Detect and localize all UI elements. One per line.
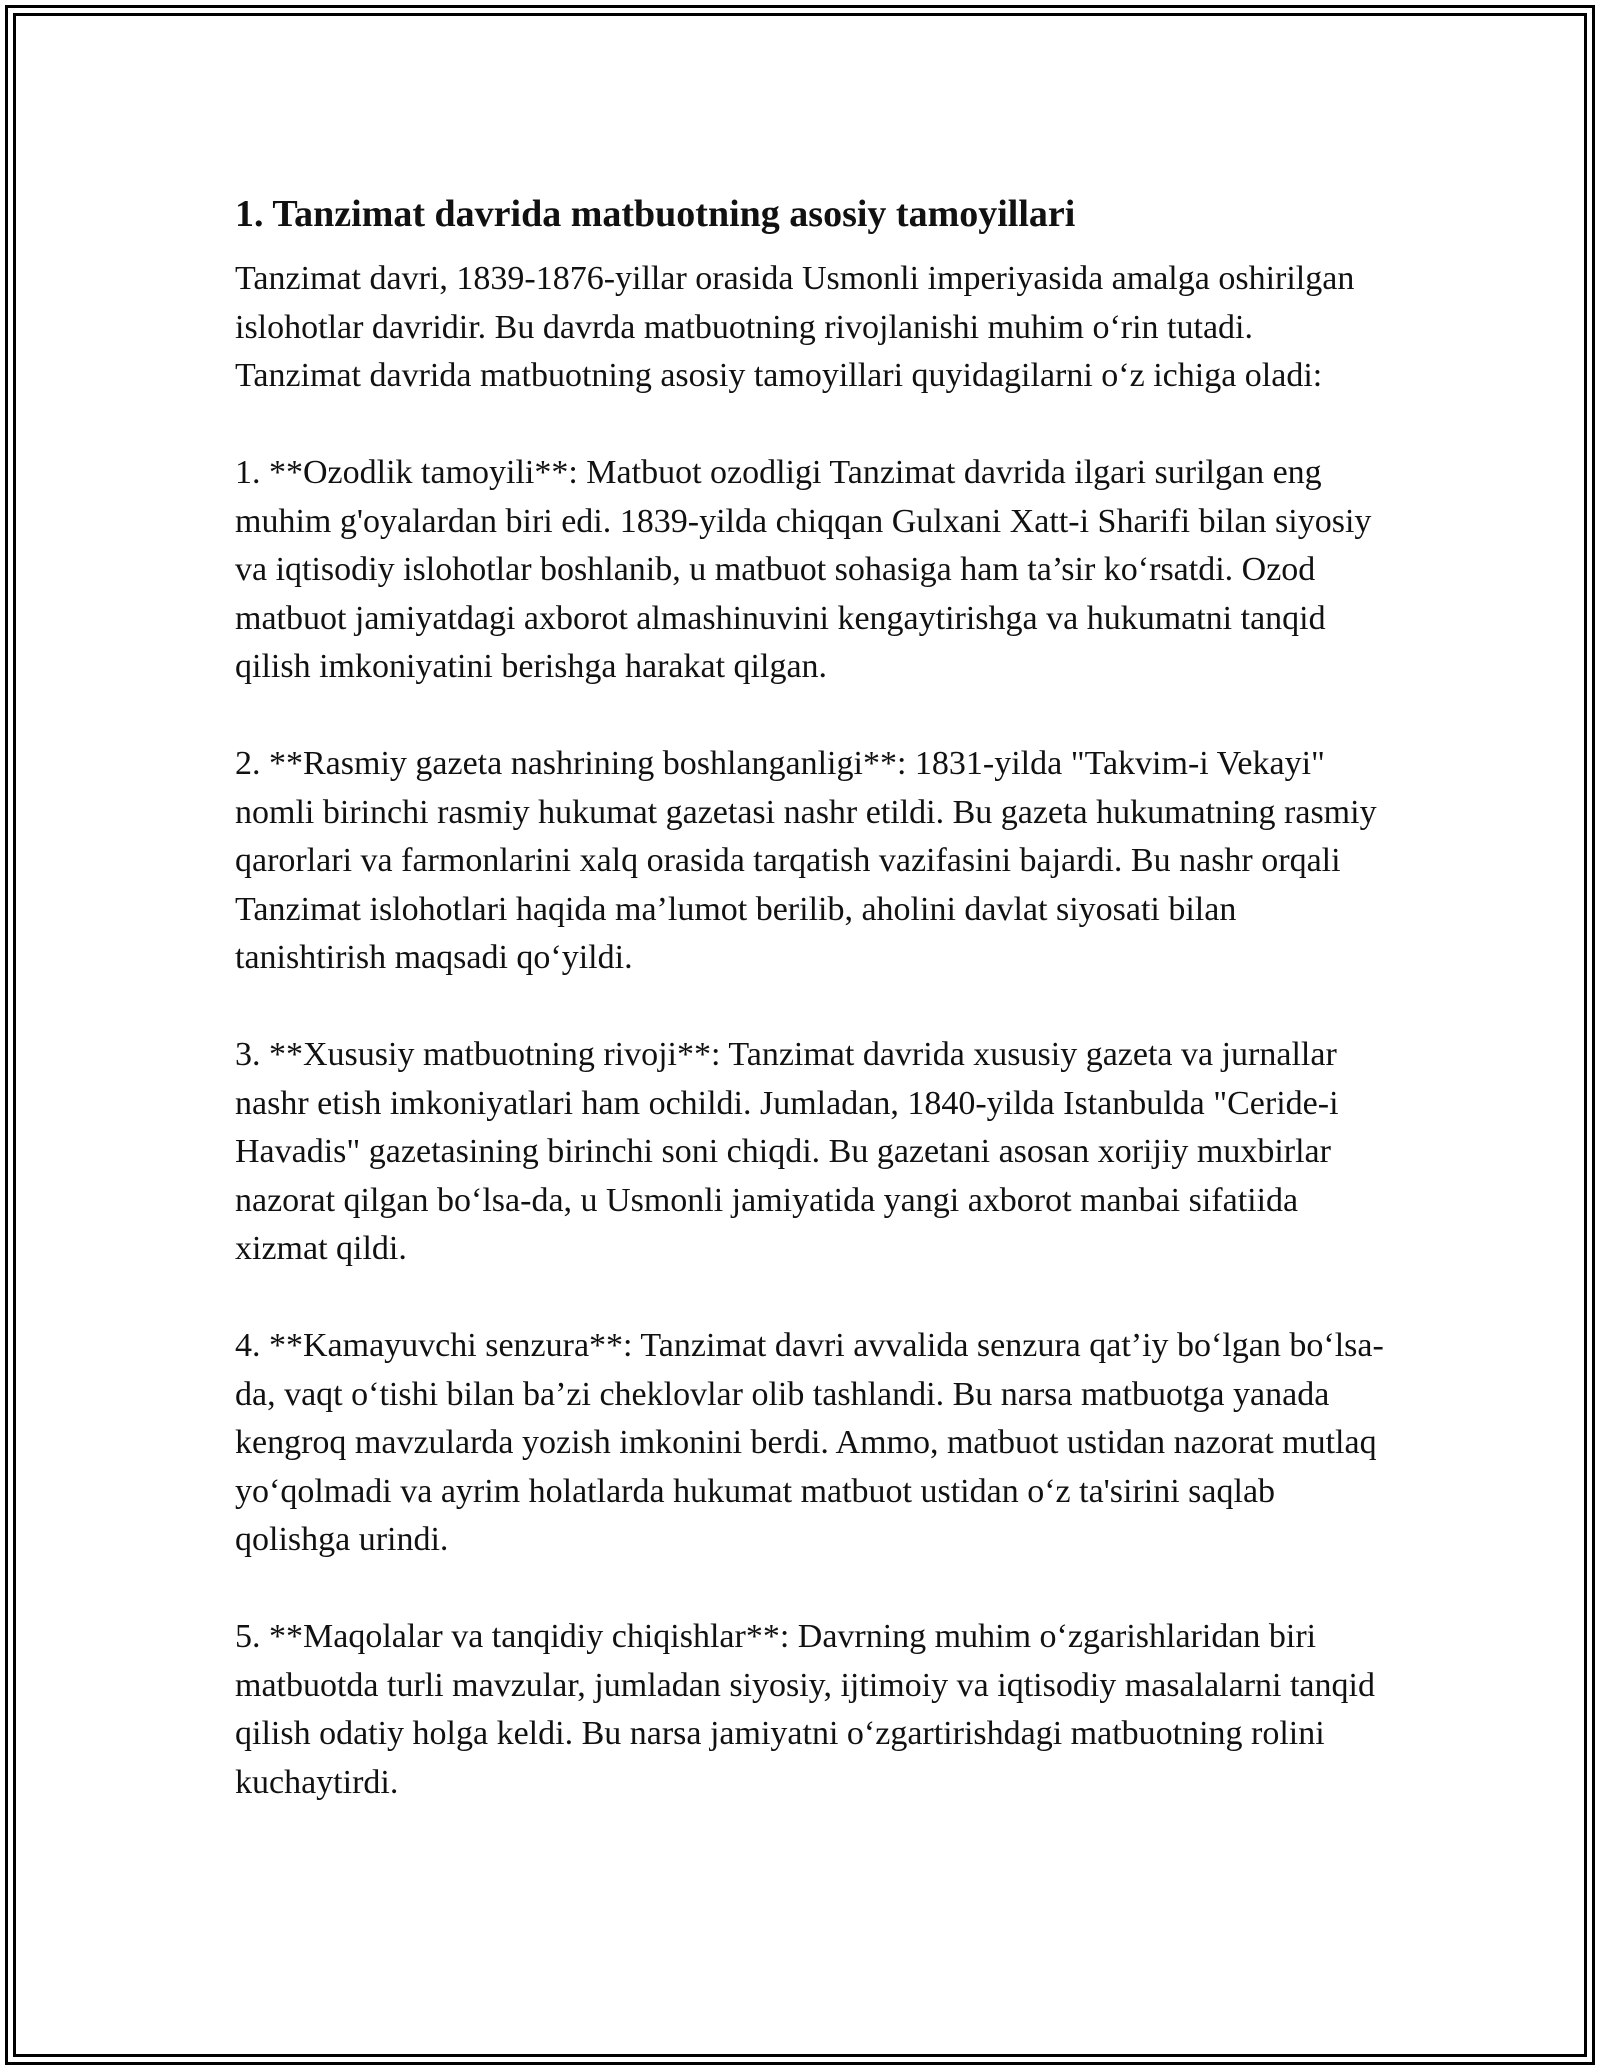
document-body [235,185,1385,1807]
principle-paragraph-3: 3. **Xususiy matbuotning rivoji**: Tanzimat davrida xususiy gazeta va jurnallar nashr etish imkoniyatlari ham ochildi. Jumladan, 1840-yilda Istanbulda "Ceride-i Havadis" gazetasining birinchi soni chiqdi. Bu gazetani asosan xorijiy muxbirlar nazorat qilgan bo‘lsa-da, u Usmonli jamiyatida yangi axborot manbai sifatiida xizmat qildi. [235,1036,1339,1267]
intro-paragraph: Tanzimat davri, 1839-1876-yillar orasida Usmonli imperiyasida amalga oshirilgan islohotlar davridir. Bu davrda matbuotning rivojlanishi muhim o‘rin tutadi. Tanzimat davrida matbuotning asosiy tamoyillari quyidagilarni o‘z ichiga oladi: [235,260,1355,394]
principle-paragraph-2: 2. **Rasmiy gazeta nashrining boshlanganligi**: 1831-yilda "Takvim-i Vekayi" nomli birinchi rasmiy hukumat gazetasi nashr etildi. Bu gazeta hukumatning rasmiy qarorlari va farmonlarini xalq orasida tarqatish vazifasini bajardi. Bu nashr orqali Tanzimat islohotlari haqida ma’lumot berilib, aholini davlat siyosati bilan tanishtirish maqsadi qo‘yildi. [235,745,1377,976]
principle-paragraph-5: 5. **Maqolalar va tanqidiy chiqishlar**: Davrning muhim o‘zgarishlaridan biri matbuotda turli mavzular, jumladan siyosiy, ijtimoiy va iqtisodiy masalalarni tanqid qilish odatiy holga keldi. Bu narsa jamiyatni o‘zgartirishdagi matbuotning rolini kuchaytirdi. [235,1618,1375,1801]
principle-paragraph-4: 4. **Kamayuvchi senzura**: Tanzimat davri avvalida senzura qat’iy bo‘lgan bo‘lsa-da, vaqt o‘tishi bilan ba’zi cheklovlar olib tashlandi. Bu narsa matbuotga yanada kengroq mavzularda yozish imkonini berdi. Ammo, matbuot ustidan nazorat mutlaq yo‘qolmadi va ayrim holatlarda hukumat matbuot ustidan o‘z ta'sirini saqlab qolishga urindi. [235,1327,1384,1558]
section-heading: 1. Tanzimat davrida matbuotning asosiy tamoyillari [235,193,1076,235]
principle-paragraph-1: 1. **Ozodlik tamoyili**: Matbuot ozodligi Tanzimat davrida ilgari surilgan eng muhim g'oyalardan biri edi. 1839-yilda chiqqan Gulxani Xatt-i Sharifi bilan siyosiy va iqtisodiy islohotlar boshlanib, u matbuot sohasiga ham ta’sir ko‘rsatdi. Ozod matbuot jamiyatdagi axborot almashinuvini kengaytirishga va hukumatni tanqid qilish imkoniyatini berishga harakat qilgan. [235,454,1372,685]
